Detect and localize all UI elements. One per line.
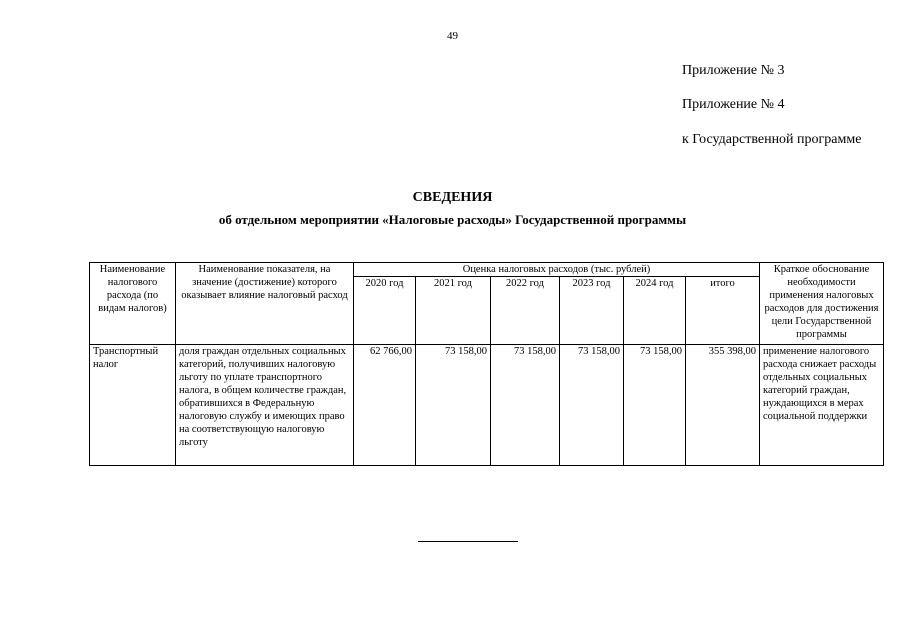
cell-value-2023: 73 158,00 xyxy=(560,345,624,466)
cell-indicator: доля граждан отдельных социальных категорий, получивших налоговую льготу по уплате транспортного налога, в общем количестве граждан, обратившихся в Федеральную налоговую службу и имеющих право на соответствующую налоговую льготу xyxy=(176,345,354,466)
header-year-2021: 2021 год xyxy=(416,277,491,345)
appendix-program-ref: к Государственной программе xyxy=(682,132,862,147)
document-title: СВЕДЕНИЯ xyxy=(412,190,493,205)
header-tax-type: Наименование налогового расхода (по видам налогов) xyxy=(90,263,176,345)
cell-value-2021: 73 158,00 xyxy=(416,345,491,466)
header-year-2024: 2024 год xyxy=(624,277,686,345)
cell-value-2024: 73 158,00 xyxy=(624,345,686,466)
cell-tax-type: Транспортный налог xyxy=(90,345,176,466)
cell-justification: применение налогового расхода снижает расходы отдельных социальных категорий граждан, нуждающихся в мерах социальной поддержки xyxy=(760,345,884,466)
header-year-2020: 2020 год xyxy=(354,277,416,345)
footer-divider xyxy=(418,541,518,542)
header-year-2022: 2022 год xyxy=(491,277,560,345)
header-indicator: Наименование показателя, на значение (достижение) которого оказывает влияние налоговый расход xyxy=(176,263,354,345)
cell-value-2020: 62 766,00 xyxy=(354,345,416,466)
document-subtitle: об отдельном мероприятии «Налоговые расходы» Государственной программы xyxy=(218,212,687,227)
cell-value-2022: 73 158,00 xyxy=(491,345,560,466)
header-total: итого xyxy=(686,277,760,345)
table-row xyxy=(90,345,884,466)
header-year-2023: 2023 год xyxy=(560,277,624,345)
cell-value-total: 355 398,00 xyxy=(686,345,760,466)
page-number: 49 xyxy=(447,30,458,42)
table-header-row xyxy=(90,263,884,277)
appendix-label-3: Приложение № 3 xyxy=(682,63,785,78)
header-estimate: Оценка налоговых расходов (тыс. рублей) xyxy=(354,263,760,277)
header-justification: Краткое обоснование необходимости применения налоговых расходов для достижения цели Государственной программы xyxy=(760,263,884,345)
tax-expenditure-table xyxy=(89,262,884,466)
appendix-label-4: Приложение № 4 xyxy=(682,97,785,112)
